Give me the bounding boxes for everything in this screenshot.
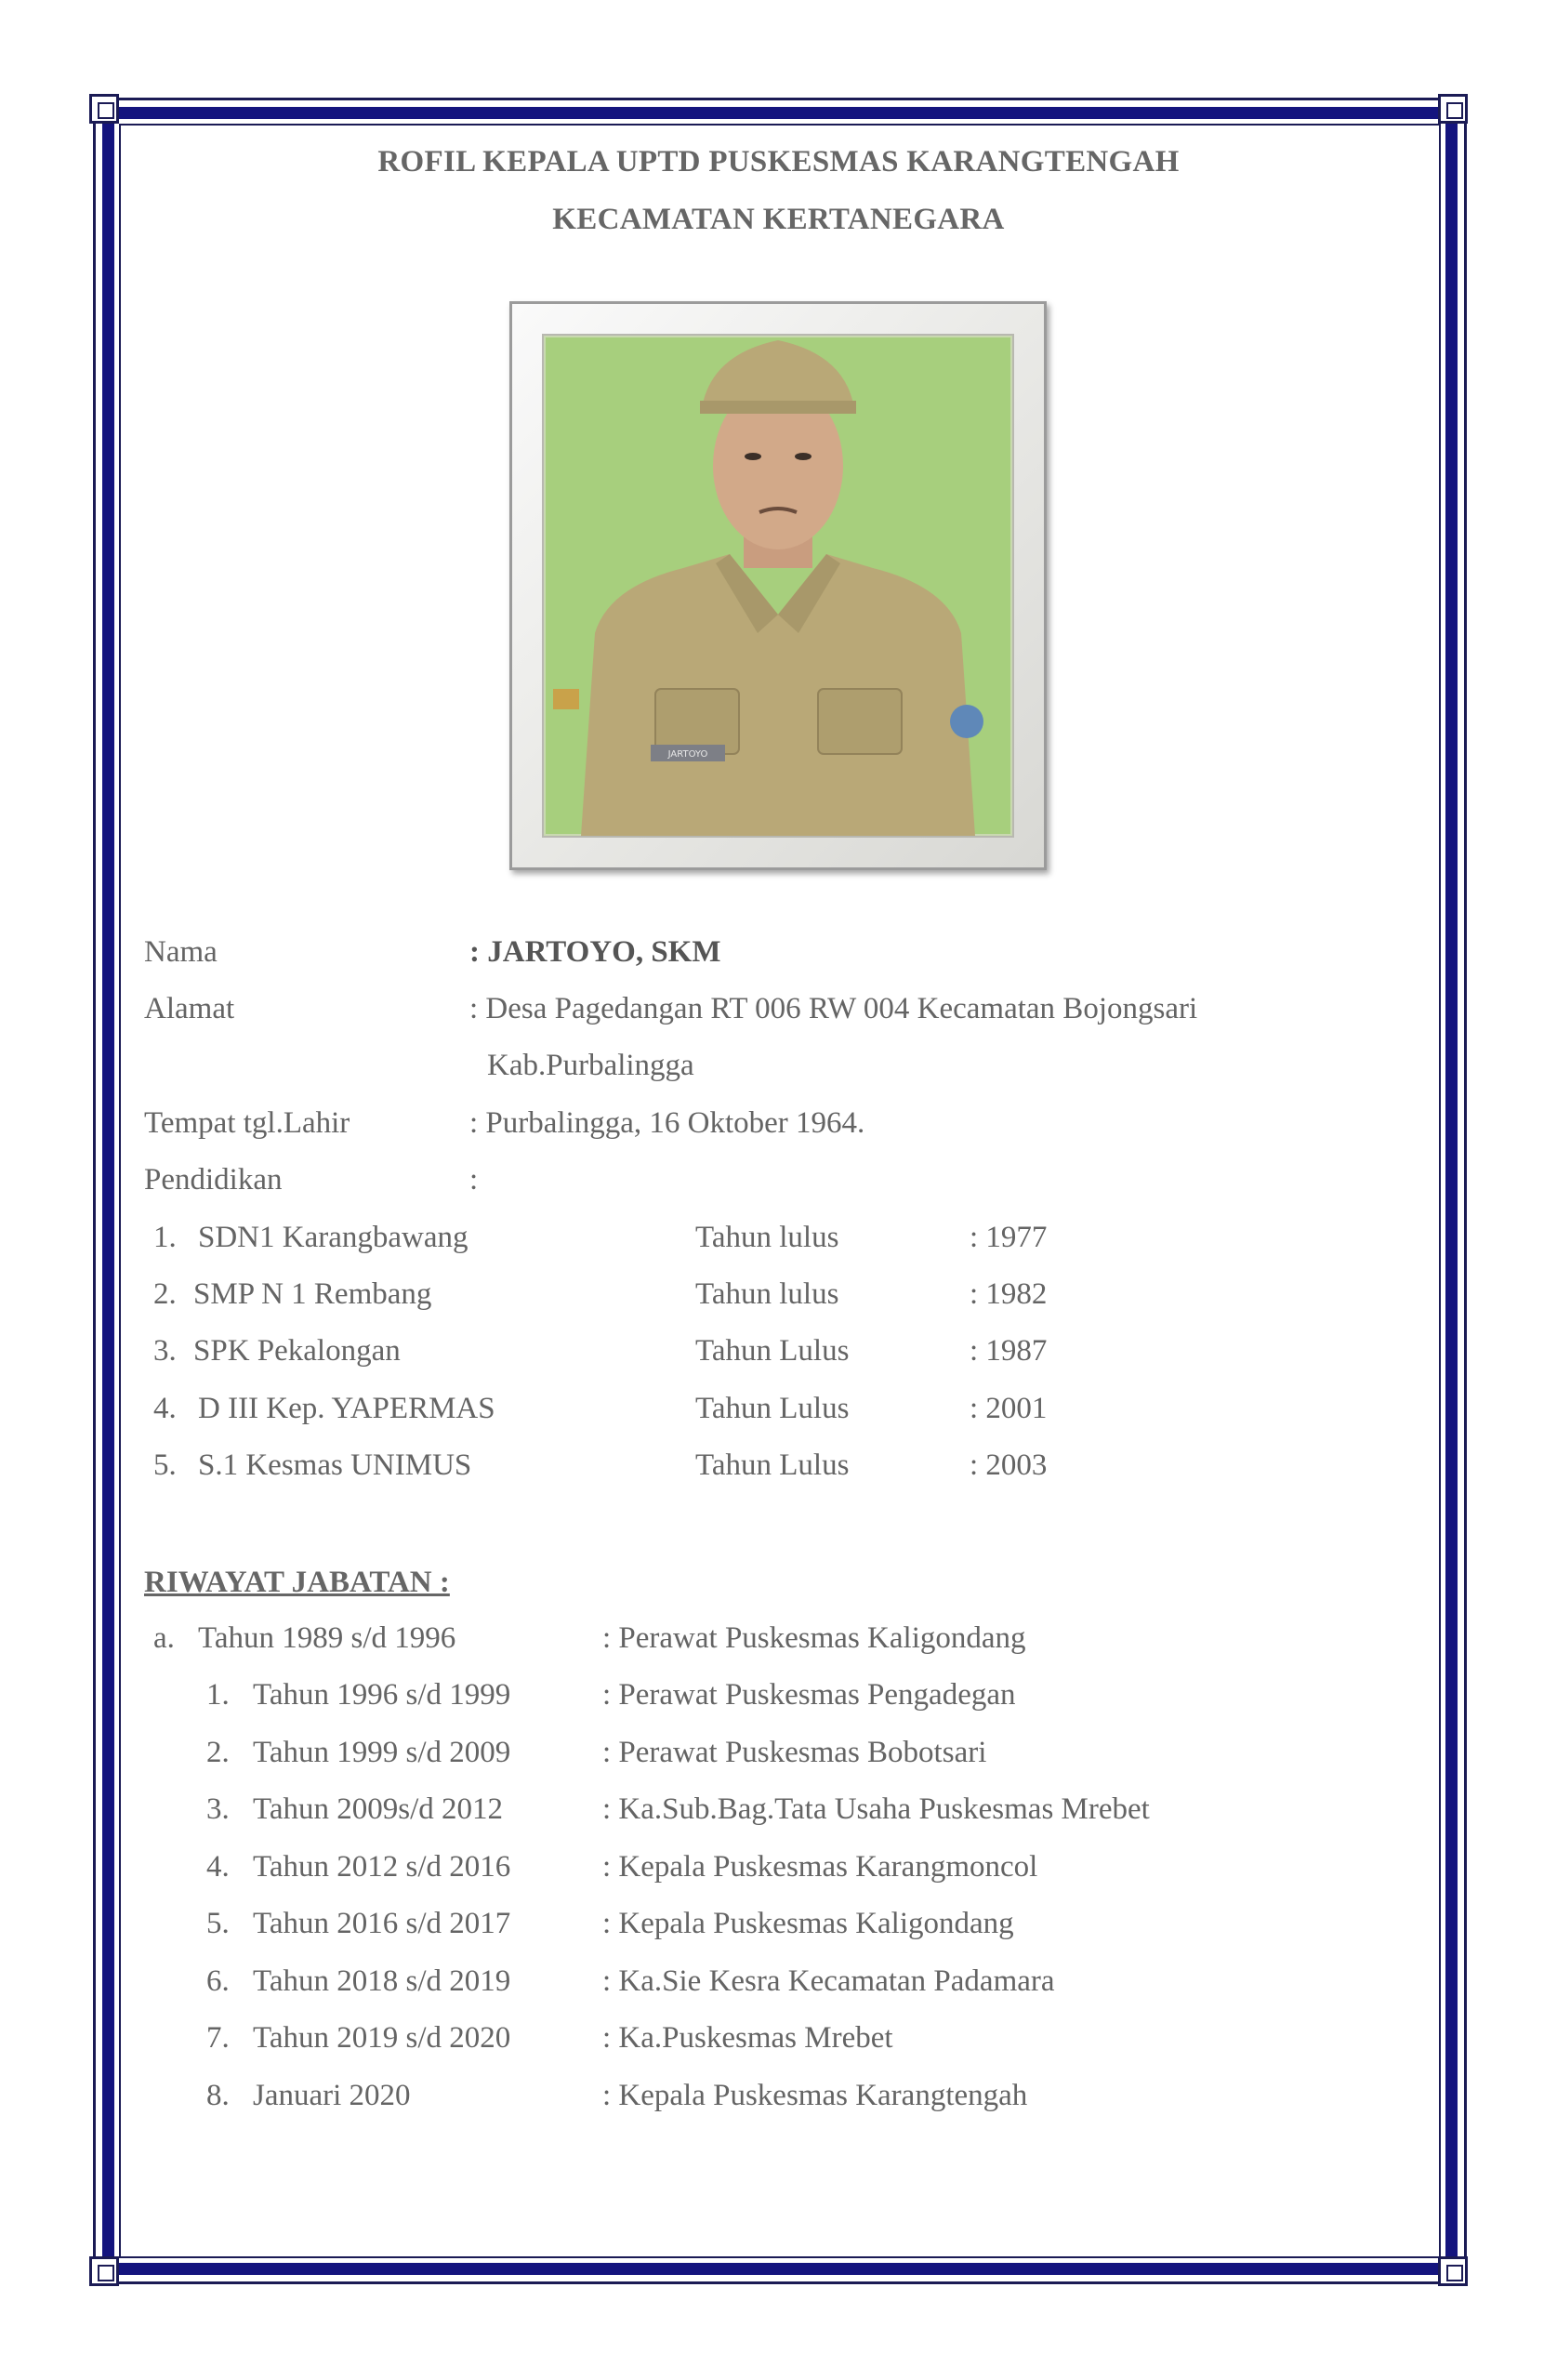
ttl-value: : Purbalingga, 16 Oktober 1964.	[469, 1106, 865, 1140]
alamat-value: : Desa Pagedangan RT 006 RW 004 Kecamatan Bojongsari	[469, 992, 1198, 1025]
alamat-label: Alamat	[144, 992, 235, 1025]
page-subtitle: KECAMATAN KERTANEGARA	[552, 203, 1005, 236]
corner-ornament	[1438, 2256, 1468, 2286]
section-heading-riwayat: RIWAYAT JABATAN :	[144, 1566, 450, 1599]
person-portrait	[544, 336, 1012, 836]
ttl-label: Tempat tgl.Lahir	[144, 1106, 350, 1140]
alamat-value-continued: Kab.Purbalingga	[487, 1049, 694, 1082]
corner-ornament	[89, 2256, 119, 2286]
photo-frame	[509, 301, 1047, 870]
corner-ornament	[1438, 94, 1468, 124]
page-title: ROFIL KEPALA UPTD PUSKESMAS KARANGTENGAH	[377, 145, 1180, 178]
profile-photo	[542, 334, 1014, 838]
corner-ornament	[89, 94, 119, 124]
nama-label: Nama	[144, 935, 218, 969]
pendidikan-value: :	[469, 1163, 479, 1197]
name-badge: JARTOYO	[667, 749, 708, 760]
nama-value: : JARTOYO, SKM	[469, 935, 721, 969]
pendidikan-label: Pendidikan	[144, 1163, 283, 1197]
